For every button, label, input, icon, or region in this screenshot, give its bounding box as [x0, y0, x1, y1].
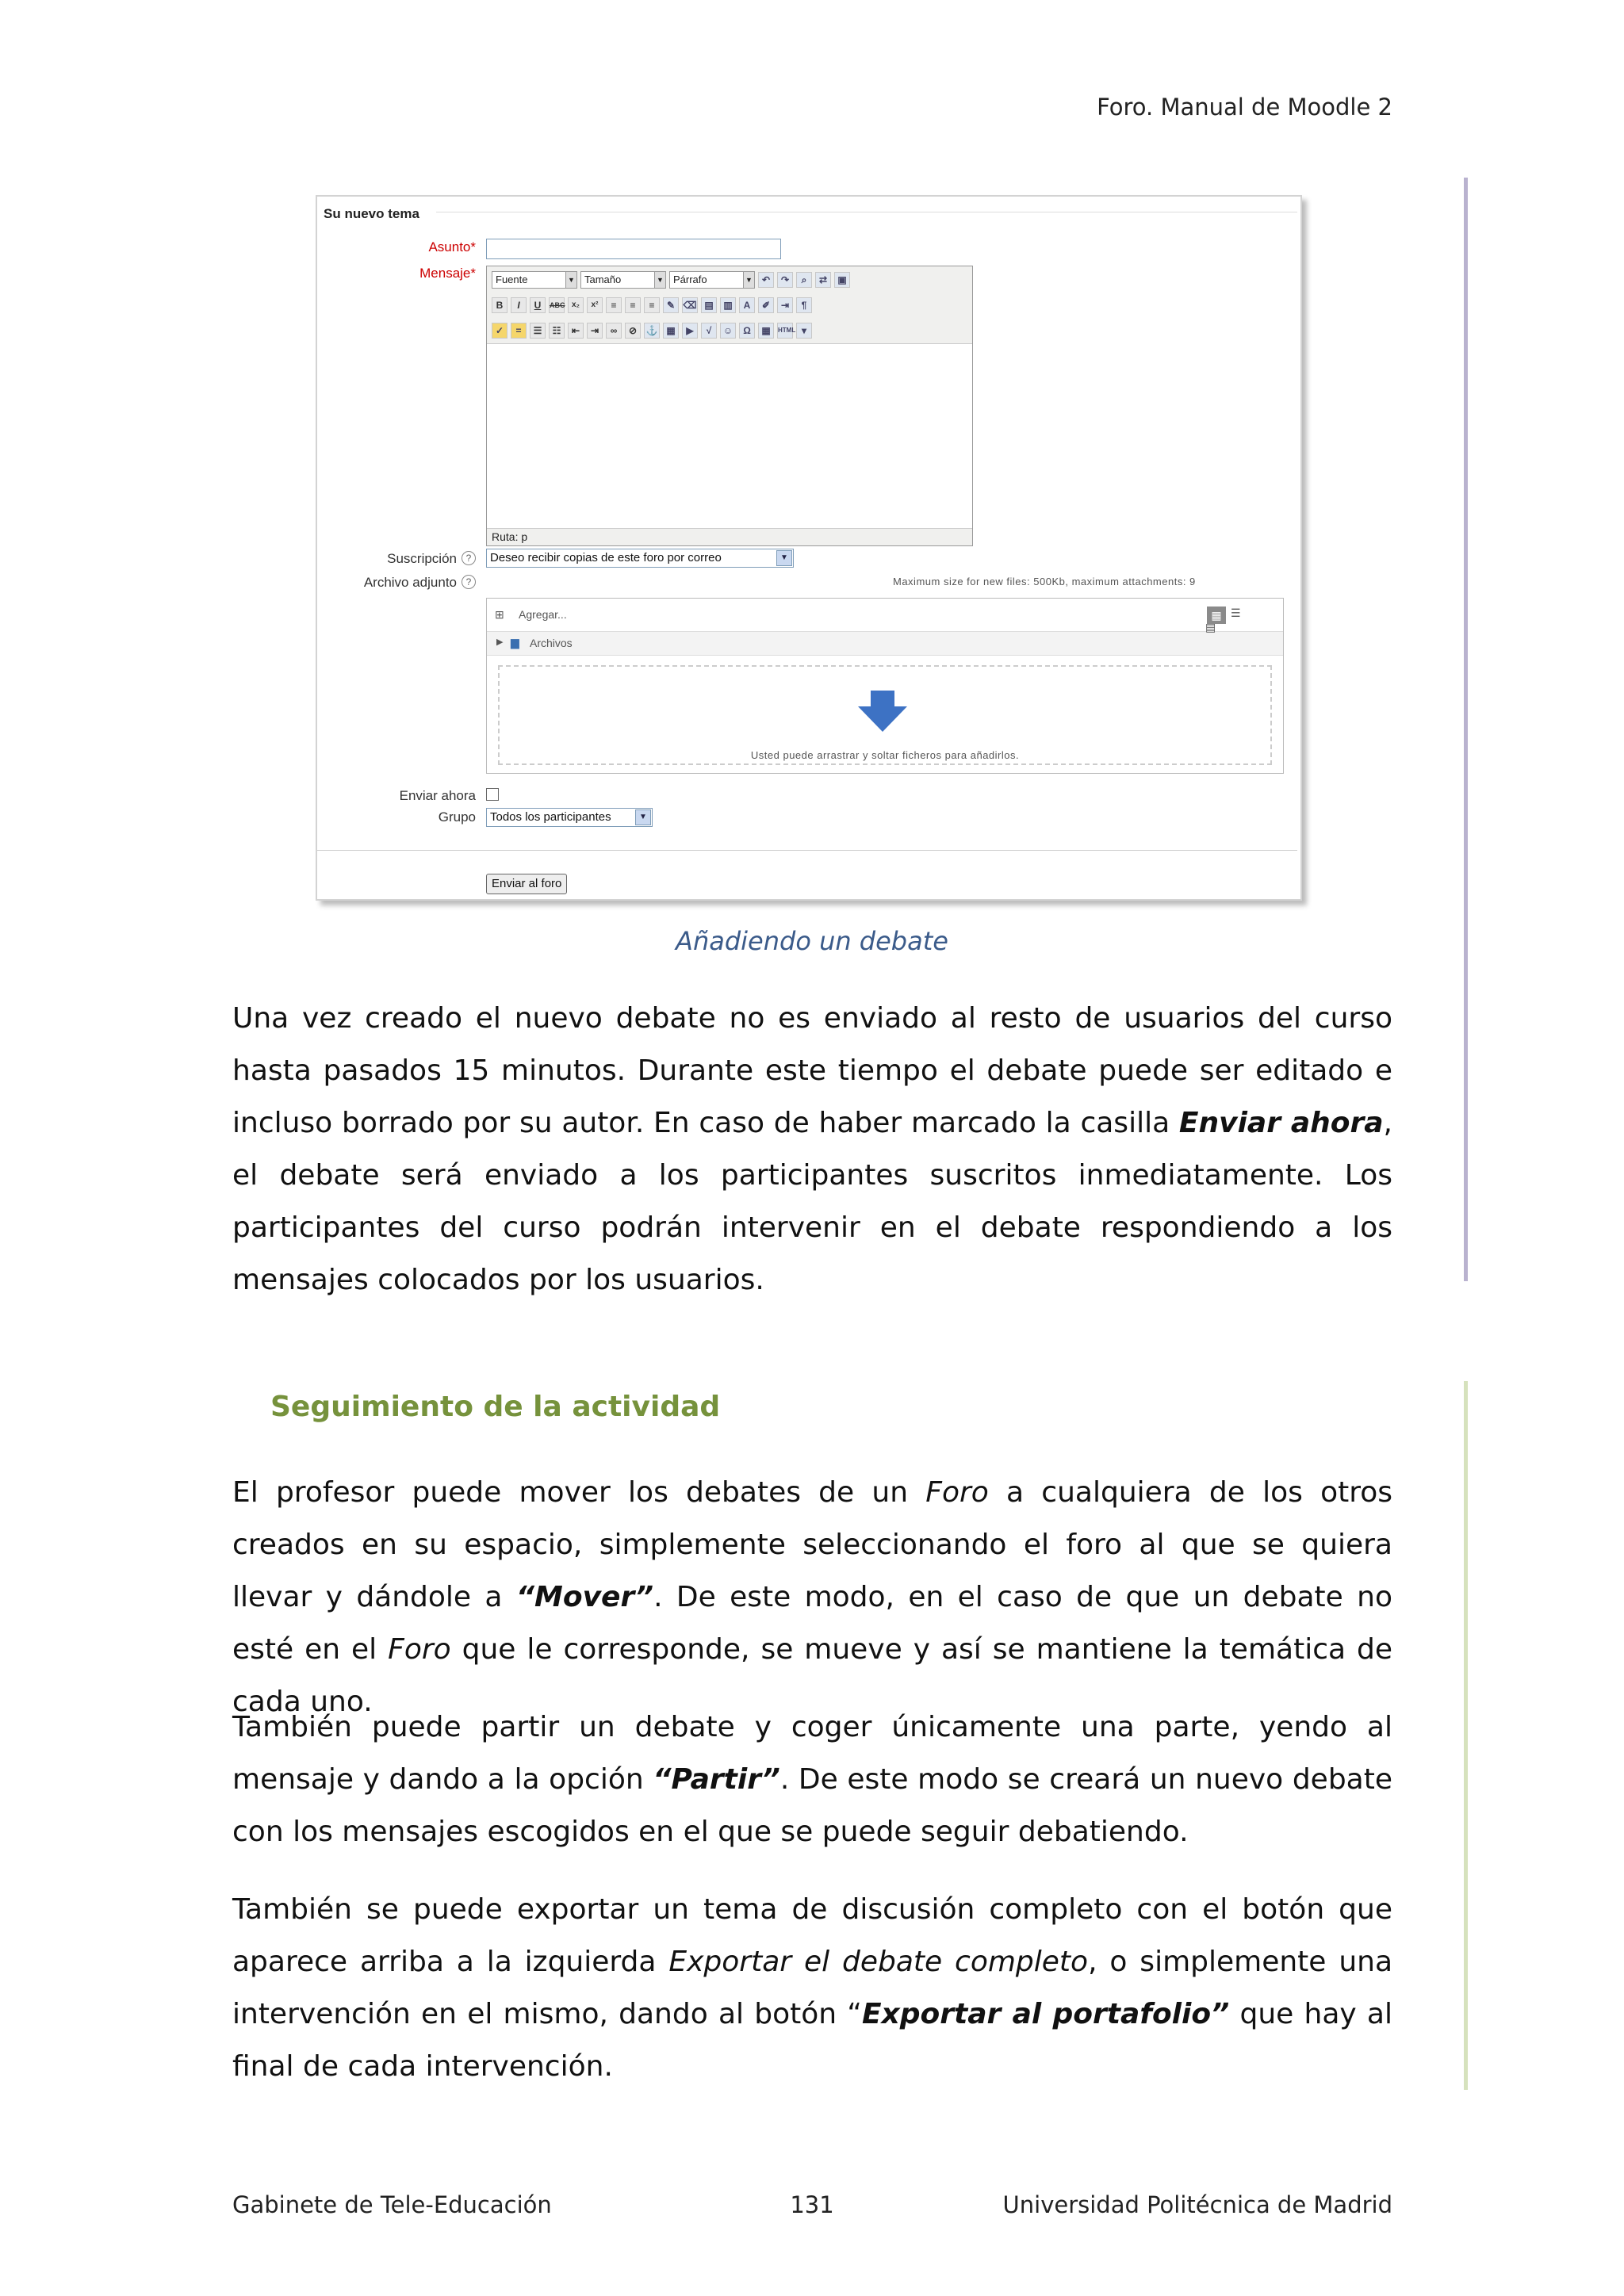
form-legend: Su nuevo tema [324, 206, 419, 221]
add-file-button[interactable]: Agregar... [519, 608, 567, 621]
footer-right: Universidad Politécnica de Madrid [1002, 2191, 1392, 2218]
running-header: Foro. Manual de Moodle 2 [1097, 94, 1392, 121]
send-now-label: Enviar ahora [399, 788, 476, 803]
clean-up-icon[interactable]: ✎ [663, 297, 679, 313]
details-view-icon[interactable]: ▤ [1205, 621, 1216, 633]
side-accent-bar [1464, 178, 1468, 1281]
bullet-list-icon[interactable]: ☰ [530, 323, 546, 339]
number-list-icon[interactable]: ☷ [549, 323, 565, 339]
redo-icon[interactable]: ↷ [777, 272, 793, 288]
anchor-icon[interactable]: ⚓ [644, 323, 660, 339]
text-color-icon[interactable]: A [739, 297, 755, 313]
divider [317, 850, 1297, 851]
list-view-icon[interactable]: ☰ [1231, 607, 1241, 619]
more-icon[interactable]: ▾ [796, 323, 812, 339]
side-accent-bar [1464, 1381, 1468, 2090]
editor-toolbar [487, 266, 972, 344]
bold-icon[interactable]: B [492, 297, 508, 313]
highlight-icon[interactable]: = [511, 323, 527, 339]
max-size-note: Maximum size for new files: 500Kb, maximum attachments: 9 [893, 576, 1196, 587]
background-color-icon[interactable]: ✐ [758, 297, 774, 313]
size-select[interactable]: Tamaño ▼ [580, 271, 666, 289]
align-center-icon[interactable]: ≡ [625, 297, 641, 313]
special-char-icon[interactable]: Ω [739, 323, 755, 339]
folder-icon: ▆ [511, 636, 519, 649]
message-editor[interactable] [486, 266, 973, 546]
editor-path: Ruta: p [487, 528, 972, 545]
new-topic-form-screenshot [316, 195, 1302, 901]
superscript-icon[interactable]: x² [587, 297, 603, 313]
send-now-checkbox[interactable] [486, 788, 499, 801]
find-icon[interactable]: ⌕ [796, 272, 812, 288]
section-heading: Seguimiento de la actividad [270, 1391, 721, 1423]
underline-icon[interactable]: U [530, 297, 546, 313]
add-file-icon[interactable]: ⊞ [495, 608, 504, 621]
attachment-label: Archivo adjunto [363, 575, 457, 590]
table-icon[interactable]: ▦ [758, 323, 774, 339]
html-icon[interactable]: HTML [777, 323, 793, 339]
paragraph: También se puede exportar un tema de discusión completo con el botón que aparece arriba a la izquierda Exportar el debate completo, o simplemente una intervención en el mismo, dando al botón “Exportar al portafolio” que hay al final de cada intervención. [232, 1893, 1393, 2083]
rtl-icon[interactable]: ¶ [796, 297, 812, 313]
subscript-icon[interactable]: x₂ [568, 297, 584, 313]
indent-icon[interactable]: ⇥ [587, 323, 603, 339]
icon-view-icon[interactable]: ▦ [1207, 607, 1226, 624]
subject-label: Asunto* [428, 239, 476, 254]
erase-icon[interactable]: ⌫ [682, 297, 698, 313]
page-number: 131 [790, 2191, 834, 2218]
media-icon[interactable]: ▶ [682, 323, 698, 339]
outdent-icon[interactable]: ⇤ [568, 323, 584, 339]
paste-word-icon[interactable]: ▥ [720, 297, 736, 313]
image-icon[interactable]: ▦ [663, 323, 679, 339]
fullscreen-icon[interactable]: ▣ [834, 272, 850, 288]
font-select[interactable]: Fuente ▼ [492, 271, 577, 289]
format-select[interactable]: Párrafo ▼ [669, 271, 755, 289]
align-left-icon[interactable]: ≡ [606, 297, 622, 313]
undo-icon[interactable]: ↶ [758, 272, 774, 288]
paste-text-icon[interactable]: ▤ [701, 297, 717, 313]
submit-button[interactable]: Enviar al foro [486, 874, 567, 894]
group-select[interactable]: Todos los participantes ▼ [486, 808, 653, 827]
subscription-label: Suscripción [387, 551, 457, 566]
message-label: Mensaje* [419, 266, 476, 281]
drop-hint: Usted puede arrastrar y soltar ficheros para añadirlos. [750, 749, 1020, 761]
paragraph: Una vez creado el nuevo debate no es enviado al resto de usuarios del curso hasta pasados 15 minutos. Durante este tiempo el debate puede ser editado e incluso borrado por su autor. En caso de haber marcado la casilla Enviar ahora, el debate será enviado a los participantes suscritos inmediatamente. Los participantes del curso podrán intervenir en el debate respondiendo a los mensajes colocados por los usuarios. [232, 1002, 1392, 1296]
download-arrow-icon [856, 691, 909, 733]
emoticon-icon[interactable]: ☺ [720, 323, 736, 339]
strikethrough-icon[interactable]: ABC [549, 297, 565, 313]
align-right-icon[interactable]: ≡ [644, 297, 660, 313]
expand-icon[interactable]: ▶ [496, 637, 504, 647]
replace-icon[interactable]: ⇄ [815, 272, 831, 288]
footer-left: Gabinete de Tele-Educación [232, 2191, 552, 2218]
paragraph: También puede partir un debate y coger únicamente una parte, yendo al mensaje y dando a la opción “Partir”. De este modo se creará un nuevo debate con los mensajes escogidos en el que se puede seguir debatiendo. [232, 1711, 1392, 1848]
file-manager [486, 598, 1284, 774]
paragraph: El profesor puede mover los debates de un Foro a cualquiera de los otros creados en su espacio, simplemente seleccionando el foro al que se quiera llevar y dándole a “Mover”. De este modo, en el caso de que un debate no esté en el Foro que le corresponde, se mueve y así se mantiene la temática de cada uno. [232, 1476, 1392, 1718]
ltr-icon[interactable]: ⇥ [777, 297, 793, 313]
group-label: Grupo [438, 809, 476, 825]
help-icon[interactable]: ? [462, 575, 476, 589]
spellcheck-icon[interactable]: ✓ [492, 323, 508, 339]
drop-zone[interactable] [498, 665, 1272, 765]
folder-name[interactable]: Archivos [530, 637, 573, 649]
italic-icon[interactable]: I [511, 297, 527, 313]
subscription-select[interactable]: Deseo recibir copias de este foro por correo ▼ [486, 549, 794, 568]
figure-caption: Añadiendo un debate [676, 926, 948, 956]
unlink-icon[interactable]: ⊘ [625, 323, 641, 339]
link-icon[interactable]: ∞ [606, 323, 622, 339]
help-icon[interactable]: ? [462, 551, 476, 565]
equation-icon[interactable]: √ [701, 323, 717, 339]
subject-input[interactable] [486, 239, 781, 259]
